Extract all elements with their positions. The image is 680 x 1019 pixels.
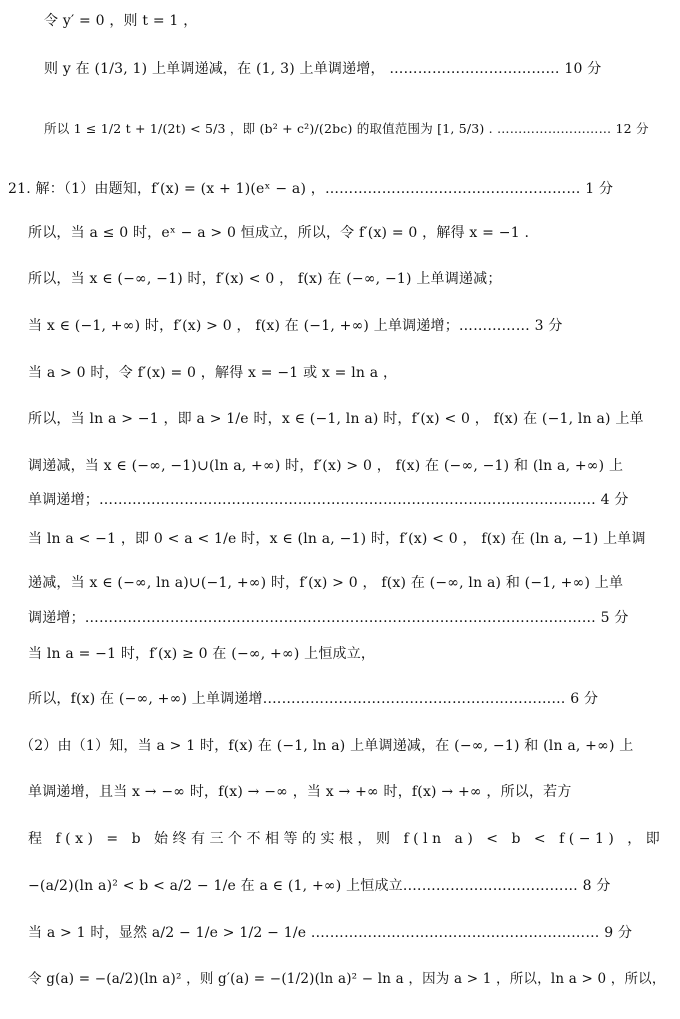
text-line-2: 则 y 在 (1/3, 1) 上单调递减，在 (1, 3) 上单调递增， ……………………………… 10 分 [44,61,602,77]
text-line-8: 当 a > 0 时，令 f′(x) = 0 ，解得 x = −1 或 x = ln a ， [28,365,398,381]
text-line-14: 调递增；……………………………………………………………………………………………… 5 分 [28,610,629,626]
text-line-5: 所以，当 a ≤ 0 时，eˣ − a > 0 恒成立，所以，令 f′(x) = 0 ，解得 x = −1 . [28,225,530,241]
text-line-4: 21. 解：（1）由题知，f′(x) = (x + 1)(eˣ − a) ，……………………………………………… 1 分 [8,181,614,197]
text-line-21: 当 a > 1 时，显然 a/2 − 1/e > 1/2 − 1/e .…………………………………………………… 9 分 [28,925,633,941]
text-line-3: 所以 1 ≤ 1/2 t + 1/(2t) < 5/3 ，即 (b² + c²)/(2bc) 的取值范围为 [1, 5/3) . ……………………… 12 分 [44,121,649,136]
text-line-18: 单调递增，且当 x → −∞ 时，f(x) → −∞ ，当 x → +∞ 时，f(x) → +∞ ，所以，若方 [28,784,572,800]
text-line-1: 令 y′ = 0 ，则 t = 1 ， [44,13,198,29]
text-line-22: 令 g(a) = −(a/2)(ln a)² ，则 g′(a) = −(1/2)(ln a)² − ln a ，因为 a > 1 ，所以，ln a > 0 ，所以， [28,971,666,987]
text-line-15: 当 ln a = −1 时，f′(x) ≥ 0 在 (−∞, +∞) 上恒成立， [28,646,376,662]
text-line-16: 所以，f(x) 在 (−∞, +∞) 上单调递增.……………………………………………………… 6 分 [28,691,599,707]
text-line-11: 单调递增；…………………………………………………………………………………………… 4 分 [28,492,629,508]
text-line-17: （2）由（1）知，当 a > 1 时，f(x) 在 (−1, ln a) 上单调递减，在 (−∞, −1) 和 (ln a, +∞) 上 [20,738,634,754]
text-line-13: 递减，当 x ∈ (−∞, ln a)∪(−1, +∞) 时，f′(x) > 0 ， f(x) 在 (−∞, ln a) 和 (−1, +∞) 上单 [28,575,624,591]
text-line-7: 当 x ∈ (−1, +∞) 时，f′(x) > 0 ， f(x) 在 (−1, +∞) 上单调递增；…………… 3 分 [28,318,563,334]
text-line-9: 所以，当 ln a > −1 ，即 a > 1/e 时，x ∈ (−1, ln a) 时，f′(x) < 0 ， f(x) 在 (−1, ln a) 上单 [28,411,644,427]
text-line-12: 当 ln a < −1 ，即 0 < a < 1/e 时，x ∈ (ln a, −1) 时，f′(x) < 0 ， f(x) 在 (ln a, −1) 上单调 [28,531,646,547]
text-line-6: 所以，当 x ∈ (−∞, −1) 时，f′(x) < 0 ， f(x) 在 (−∞, −1) 上单调递减； [28,271,502,287]
text-line-20: −(a/2)(ln a)² < b < a/2 − 1/e 在 a ∈ (1, +∞) 上恒成立.……………………………… 8 分 [28,878,611,894]
text-line-19: 程 f(x) = b 始终有三个不相等的实根，则 f(ln a) < b < f(−1) ，即 [28,831,665,847]
text-line-10: 调递减，当 x ∈ (−∞, −1)∪(ln a, +∞) 时，f′(x) > 0 ， f(x) 在 (−∞, −1) 和 (ln a, +∞) 上 [28,458,624,474]
